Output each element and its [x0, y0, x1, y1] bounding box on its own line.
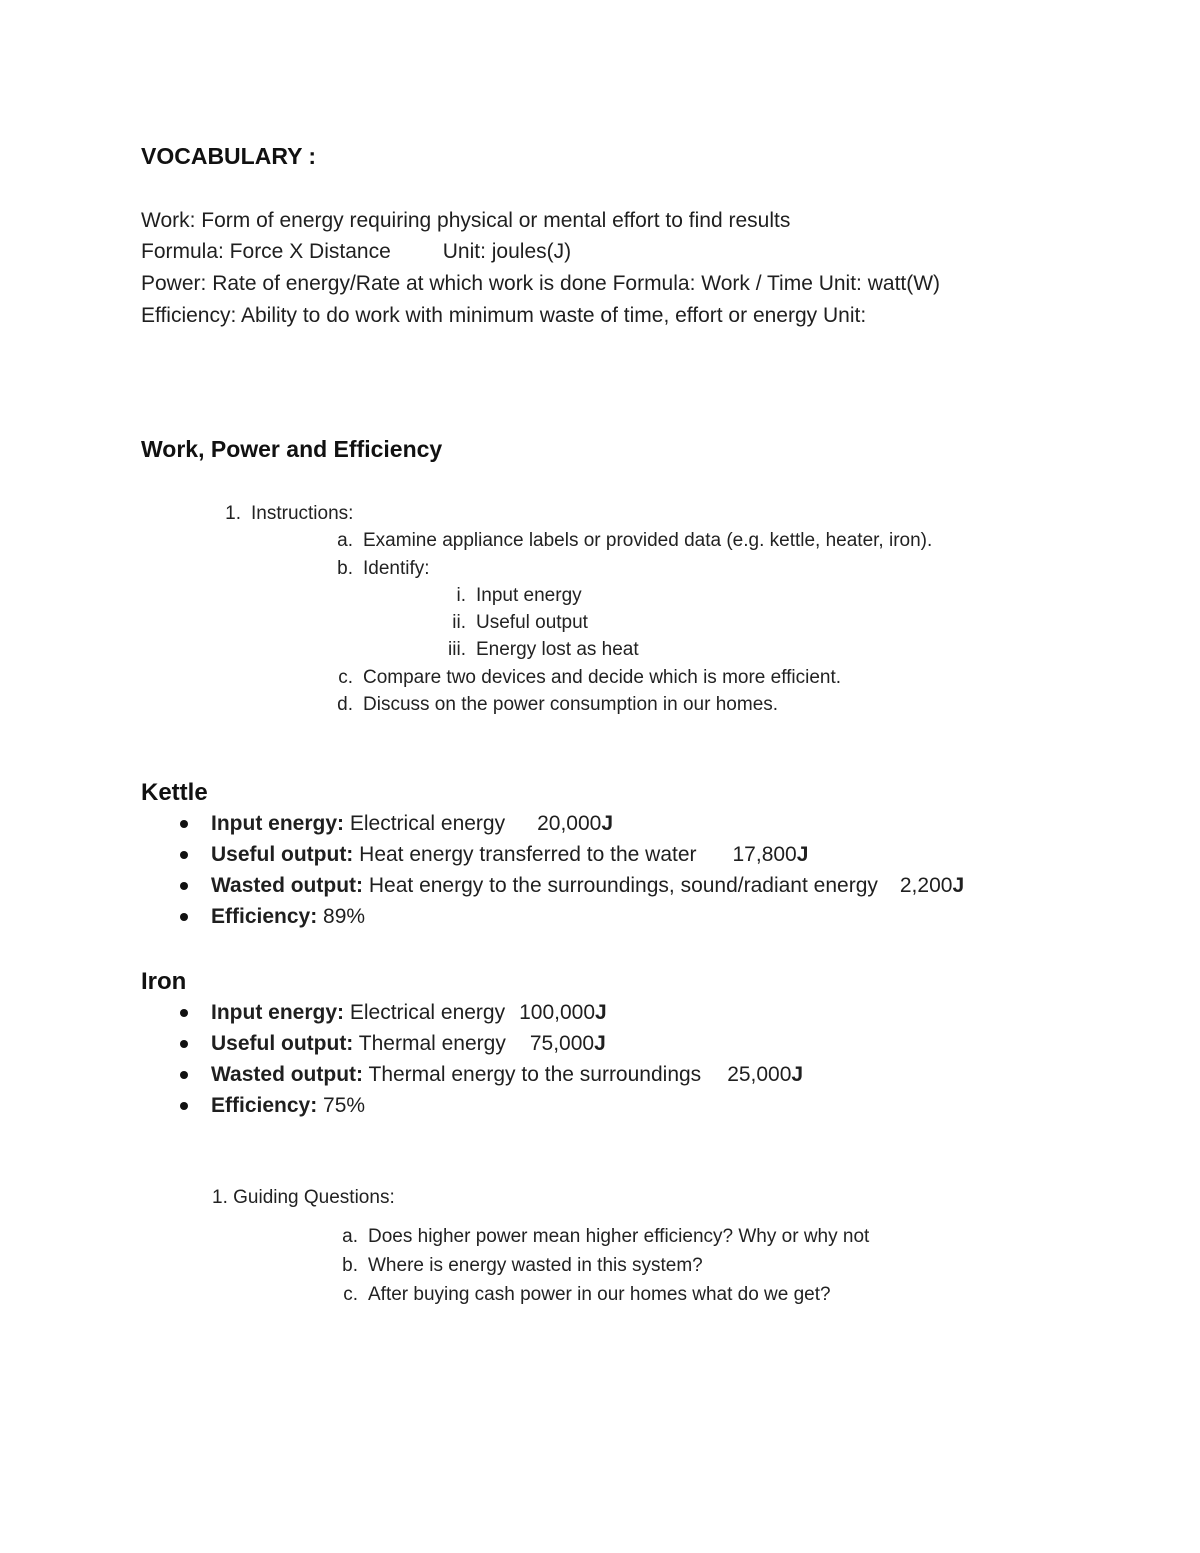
kettle-wasted-row: [211, 874, 964, 898]
row-label: Useful output:: [211, 843, 354, 866]
iron-efficiency-row: [211, 1094, 365, 1118]
bullet-icon: [180, 851, 188, 859]
list-item-text: Input energy: [476, 585, 582, 606]
identify-item-iii: [436, 639, 639, 661]
list-item-text: Energy lost as heat: [476, 639, 639, 660]
identify-item-ii: [436, 612, 588, 634]
list-item-text: Does higher power mean higher efficiency? Why or why not: [368, 1226, 870, 1247]
list-marker: c.: [343, 1284, 358, 1305]
bullet-icon: [180, 1102, 188, 1110]
row-label: Useful output:: [211, 1032, 354, 1055]
instruction-item-d: [323, 694, 778, 716]
list-item-text: After buying cash power in our homes what do we get?: [368, 1284, 831, 1305]
list-item-text: Compare two devices and decide which is more efficient.: [363, 667, 842, 688]
vocab-unit-text: Unit: joules(J): [442, 240, 572, 263]
guiding-question-c: [328, 1284, 831, 1306]
list-marker: ii.: [452, 612, 466, 633]
guiding-questions-label: 1. Guiding Questions:: [212, 1187, 395, 1208]
list-marker: i.: [456, 585, 466, 606]
list-item-text: Where is energy wasted in this system?: [368, 1255, 703, 1276]
row-desc: 75%: [323, 1094, 366, 1117]
row-label: Efficiency:: [211, 1094, 318, 1117]
list-marker: b.: [337, 558, 353, 579]
row-value: 25,000: [727, 1063, 792, 1086]
list-marker: iii.: [448, 639, 466, 660]
vocab-formula-text: Formula: Force X Distance: [141, 240, 391, 263]
list-marker: a.: [337, 530, 353, 551]
bullet-icon: [180, 1009, 188, 1017]
kettle-efficiency-row: [211, 905, 365, 929]
row-label: Efficiency:: [211, 905, 318, 928]
instruction-item-a: [323, 530, 932, 552]
vocab-efficiency-line: Efficiency: Ability to do work with minimum waste of time, effort or energy Unit:: [141, 304, 867, 327]
vocabulary-heading: VOCABULARY :: [141, 143, 317, 169]
row-value: 20,000: [537, 812, 602, 835]
row-unit: J: [594, 1032, 606, 1055]
iron-useful-row: [211, 1032, 606, 1056]
list-marker: a.: [342, 1226, 358, 1247]
row-value: 2,200: [899, 874, 953, 897]
row-desc: Electrical energy: [349, 812, 506, 835]
kettle-useful-row: [211, 843, 808, 867]
bullet-icon: [180, 820, 188, 828]
row-desc: 89%: [323, 905, 366, 928]
iron-wasted-row: [211, 1063, 803, 1087]
row-label: Input energy:: [211, 1001, 345, 1024]
instructions-label: Instructions:: [251, 503, 354, 524]
list-item-text: Examine appliance labels or provided data (e.g. kettle, heater, iron).: [363, 530, 933, 551]
row-unit: J: [791, 1063, 804, 1086]
row-unit: J: [952, 874, 965, 897]
row-desc: Heat energy to the surroundings, sound/radiant energy: [368, 874, 878, 897]
list-marker: c.: [338, 667, 353, 688]
kettle-input-row: [211, 812, 613, 836]
row-label: Wasted output:: [211, 1063, 364, 1086]
list-marker: b.: [342, 1255, 358, 1276]
bullet-icon: [180, 1071, 188, 1079]
row-value: 17,800: [732, 843, 797, 866]
list-item-text: Identify:: [363, 558, 430, 579]
row-label: Input energy:: [211, 812, 345, 835]
vocab-power-line: Power: Rate of energy/Rate at which work is done Formula: Work / Time Unit: watt(W): [141, 272, 941, 295]
bullet-icon: [180, 882, 188, 890]
guiding-question-a: [328, 1226, 869, 1248]
vocab-work-line: Work: Form of energy requiring physical or mental effort to find results: [141, 209, 791, 232]
vocab-formula-line: [141, 240, 571, 264]
row-label: Wasted output:: [211, 874, 364, 897]
iron-input-row: [211, 1001, 607, 1025]
row-unit: J: [595, 1001, 607, 1024]
guiding-question-b: [328, 1255, 703, 1277]
identify-item-i: [436, 585, 582, 607]
list-item-text: Useful output: [476, 612, 588, 633]
bullet-icon: [180, 913, 188, 921]
bullet-icon: [180, 1040, 188, 1048]
row-value: 100,000: [519, 1001, 596, 1024]
row-value: 75,000: [529, 1032, 595, 1055]
iron-heading: Iron: [141, 968, 187, 995]
kettle-heading: Kettle: [141, 779, 208, 806]
instructions-item: [211, 503, 353, 525]
instruction-item-b: [323, 558, 430, 580]
row-desc: Thermal energy: [358, 1032, 506, 1055]
row-desc: Thermal energy to the surroundings: [368, 1063, 702, 1086]
row-desc: Heat energy transferred to the water: [359, 843, 697, 866]
row-unit: J: [796, 843, 809, 866]
list-marker: 1.: [225, 503, 241, 524]
list-item-text: Discuss on the power consumption in our homes.: [363, 694, 779, 715]
row-desc: Electrical energy: [349, 1001, 506, 1024]
instruction-item-c: [323, 667, 841, 689]
row-unit: J: [601, 812, 614, 835]
list-marker: d.: [337, 694, 353, 715]
section-heading: Work, Power and Efficiency: [141, 436, 443, 462]
